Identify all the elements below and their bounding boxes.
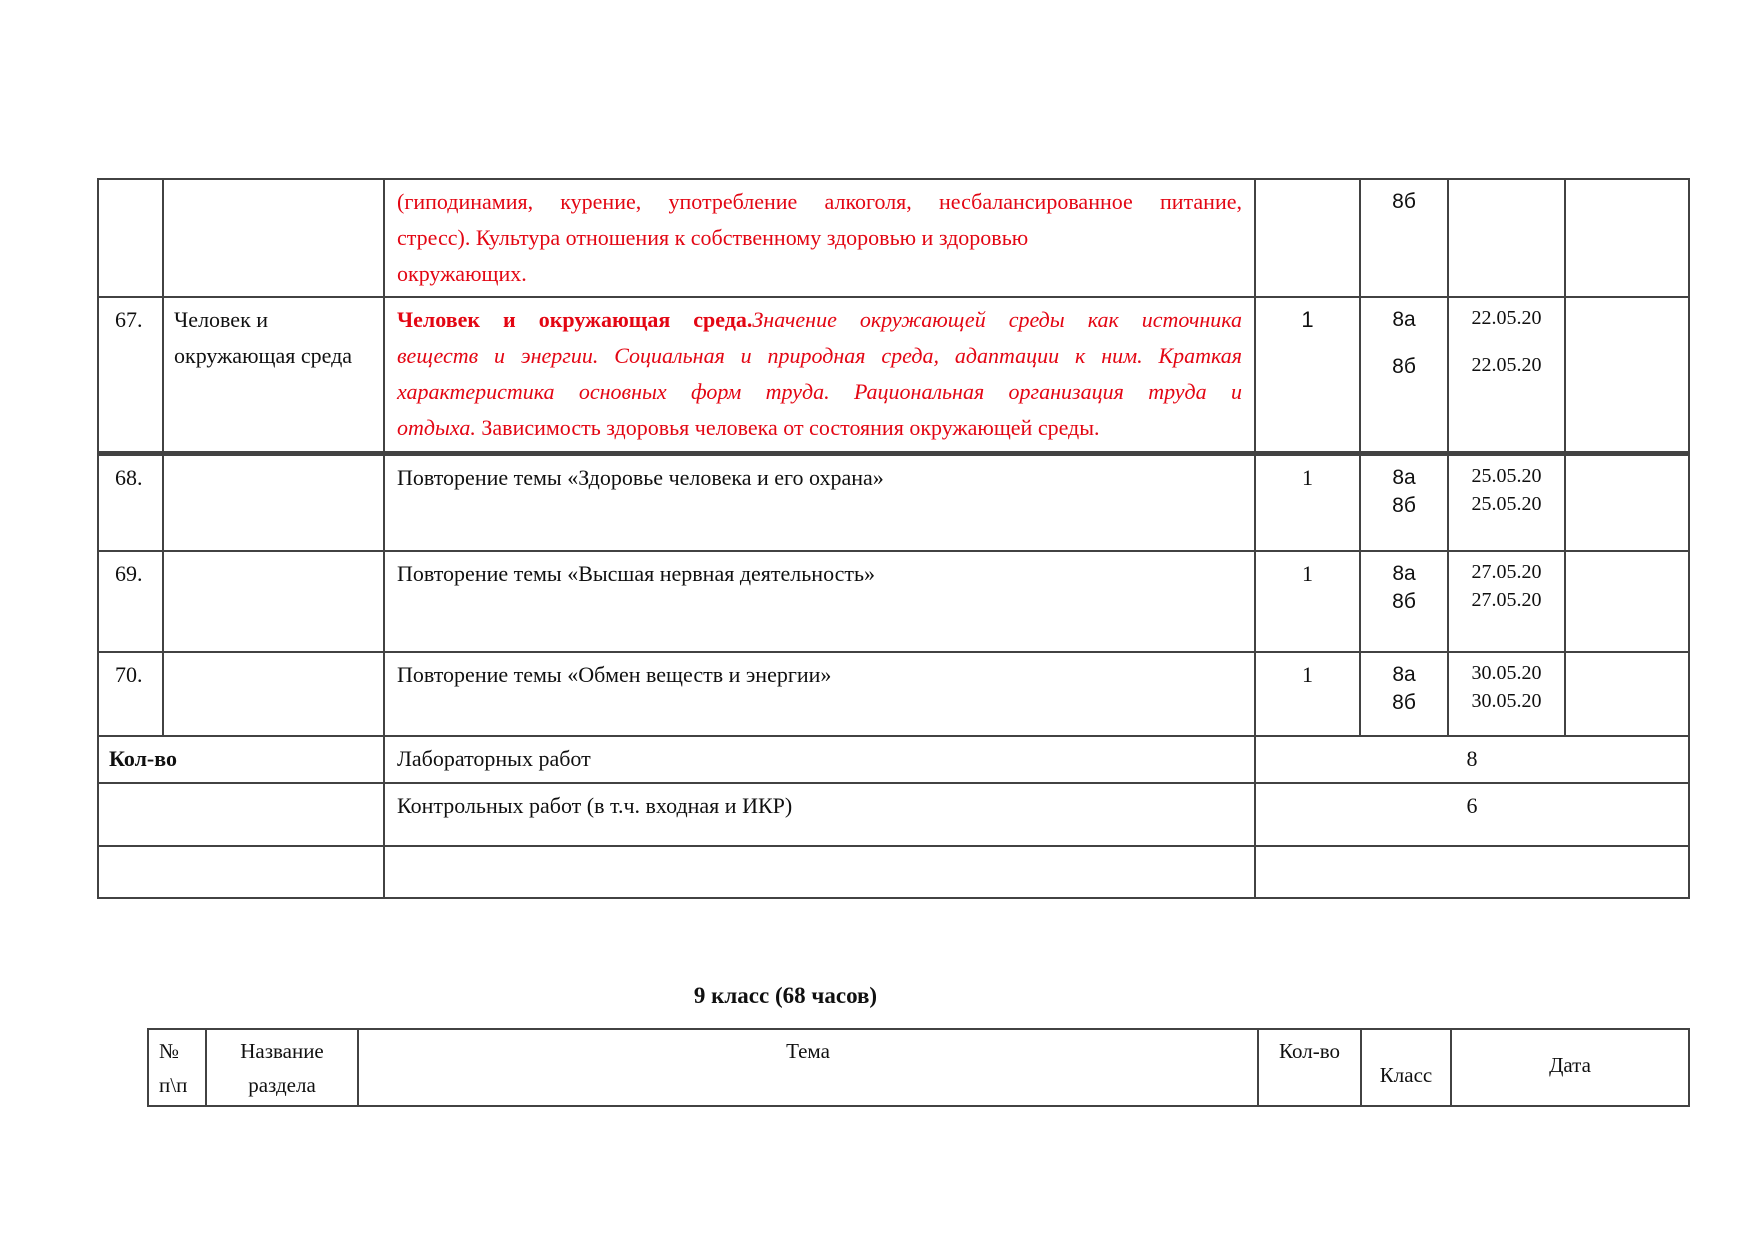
empty-cell (1565, 179, 1689, 297)
class-value-b: 8б (1392, 493, 1416, 517)
header-date-cell: Дата (1451, 1029, 1689, 1106)
class-cell (1360, 453, 1448, 551)
control-works-label-cell: Контрольных работ (в т.ч. входная и ИКР) (384, 783, 1255, 846)
topic-text-line (397, 410, 1242, 446)
table-row-carryover (98, 179, 1689, 297)
lesson-plan-table-8-class (97, 178, 1690, 899)
lab-works-label-cell: Лабораторных работ (384, 736, 1255, 783)
row-number-cell: 70. (98, 652, 163, 736)
header-topic-cell: Тема (358, 1029, 1258, 1106)
header-number-line2: п\п (159, 1073, 188, 1097)
summary-label-cell: Кол-во (98, 736, 384, 783)
class-value-b: 8б (1392, 355, 1416, 378)
date-cell (1448, 297, 1565, 453)
class-value-b: 8б (1392, 590, 1416, 613)
topic-text-line: стресс). Культура отношения к собственному здоровью и здоровью (397, 225, 1029, 250)
section-name-cell (163, 551, 384, 652)
topic-cell: Повторение темы «Здоровье человека и его охрана» (384, 453, 1255, 551)
class-value-b: 8б (1392, 691, 1416, 714)
summary-label-cell (98, 783, 384, 846)
header-section-line1: Название (240, 1039, 324, 1063)
class-value: 8б (1392, 190, 1416, 213)
empty-cell (1565, 453, 1689, 551)
class-value-a: 8а (1392, 562, 1416, 585)
empty-cell (1255, 846, 1689, 898)
header-number-cell (148, 1029, 206, 1106)
topic-cell: Повторение темы «Обмен веществ и энергии» (384, 652, 1255, 736)
class-cell (1360, 179, 1448, 297)
header-row (148, 1029, 1689, 1106)
topic-text-line: веществ и энергии. Социальная и природная среда, адаптации к ним. Краткая (397, 343, 1242, 368)
empty-cell (1565, 297, 1689, 453)
header-number-line1: № (159, 1039, 180, 1063)
date-value-a: 22.05.20 (1471, 307, 1542, 329)
empty-cell (98, 846, 384, 898)
row-number-cell: 69. (98, 551, 163, 652)
class-value-a: 8а (1392, 308, 1416, 331)
control-works-count-cell: 6 (1255, 783, 1689, 846)
empty-cell (1565, 551, 1689, 652)
date-value-b: 22.05.20 (1471, 354, 1542, 376)
topic-text-italic: отдыха. (397, 415, 476, 440)
topic-text-line: (гиподинамия, курение, употребление алкоголя, несбалансированное питание, (397, 189, 1242, 214)
hours-cell: 1 (1255, 297, 1360, 453)
date-value-a: 27.05.20 (1471, 561, 1542, 583)
header-hours-cell: Кол-во (1258, 1029, 1361, 1106)
summary-row-control (98, 783, 1689, 846)
table-row-69 (98, 551, 1689, 652)
hours-cell: 1 (1255, 551, 1360, 652)
topic-text-line: окружающих. (397, 261, 527, 286)
section-name-cell: Человек и окружающая среда (163, 297, 384, 453)
class-cell (1360, 551, 1448, 652)
hours-cell (1255, 179, 1360, 297)
section-name-cell (163, 453, 384, 551)
topic-text-italic: Значение окружающей среды как источника (752, 307, 1242, 332)
summary-row-lab (98, 736, 1689, 783)
header-section-cell (206, 1029, 358, 1106)
row-number-cell (98, 179, 163, 297)
empty-cell (384, 846, 1255, 898)
header-class-cell: Класс (1361, 1029, 1451, 1106)
row-number-cell: 67. (98, 297, 163, 453)
date-value-a: 25.05.20 (1471, 464, 1542, 487)
empty-row (98, 846, 1689, 898)
section-name-cell (163, 652, 384, 736)
section-title: 9 класс (68 часов) (693, 983, 878, 1008)
date-value-a: 30.05.20 (1471, 662, 1542, 684)
lesson-plan-table-9-class-header (147, 1028, 1690, 1107)
table-row-67 (98, 297, 1689, 453)
class-value-a: 8а (1392, 465, 1416, 489)
class-cell (1360, 297, 1448, 453)
header-section-line2: раздела (248, 1073, 316, 1097)
topic-text-line (397, 302, 1242, 338)
topic-text-regular: Зависимость здоровья человека от состояния окружающей среды. (475, 415, 1100, 440)
date-cell (1448, 652, 1565, 736)
hours-cell: 1 (1255, 652, 1360, 736)
date-value-b: 27.05.20 (1471, 589, 1542, 611)
table-row-70 (98, 652, 1689, 736)
topic-text-line: характеристика основных форм труда. Рациональная организация труда и (397, 379, 1242, 404)
row-number-cell: 68. (98, 453, 163, 551)
date-cell (1448, 551, 1565, 652)
empty-cell (1565, 652, 1689, 736)
section-name-cell (163, 179, 384, 297)
date-cell (1448, 453, 1565, 551)
class-value-a: 8а (1392, 663, 1416, 686)
topic-cell: Повторение темы «Высшая нервная деятельность» (384, 551, 1255, 652)
date-value-b: 25.05.20 (1471, 492, 1542, 515)
table-row-68 (98, 453, 1689, 551)
lab-works-count-cell: 8 (1255, 736, 1689, 783)
topic-cell (384, 297, 1255, 453)
hours-cell: 1 (1255, 453, 1360, 551)
topic-title-bold: Человек и окружающая среда. (397, 307, 753, 332)
date-cell (1448, 179, 1565, 297)
class-cell (1360, 652, 1448, 736)
date-value-b: 30.05.20 (1471, 690, 1542, 712)
topic-cell (384, 179, 1255, 297)
